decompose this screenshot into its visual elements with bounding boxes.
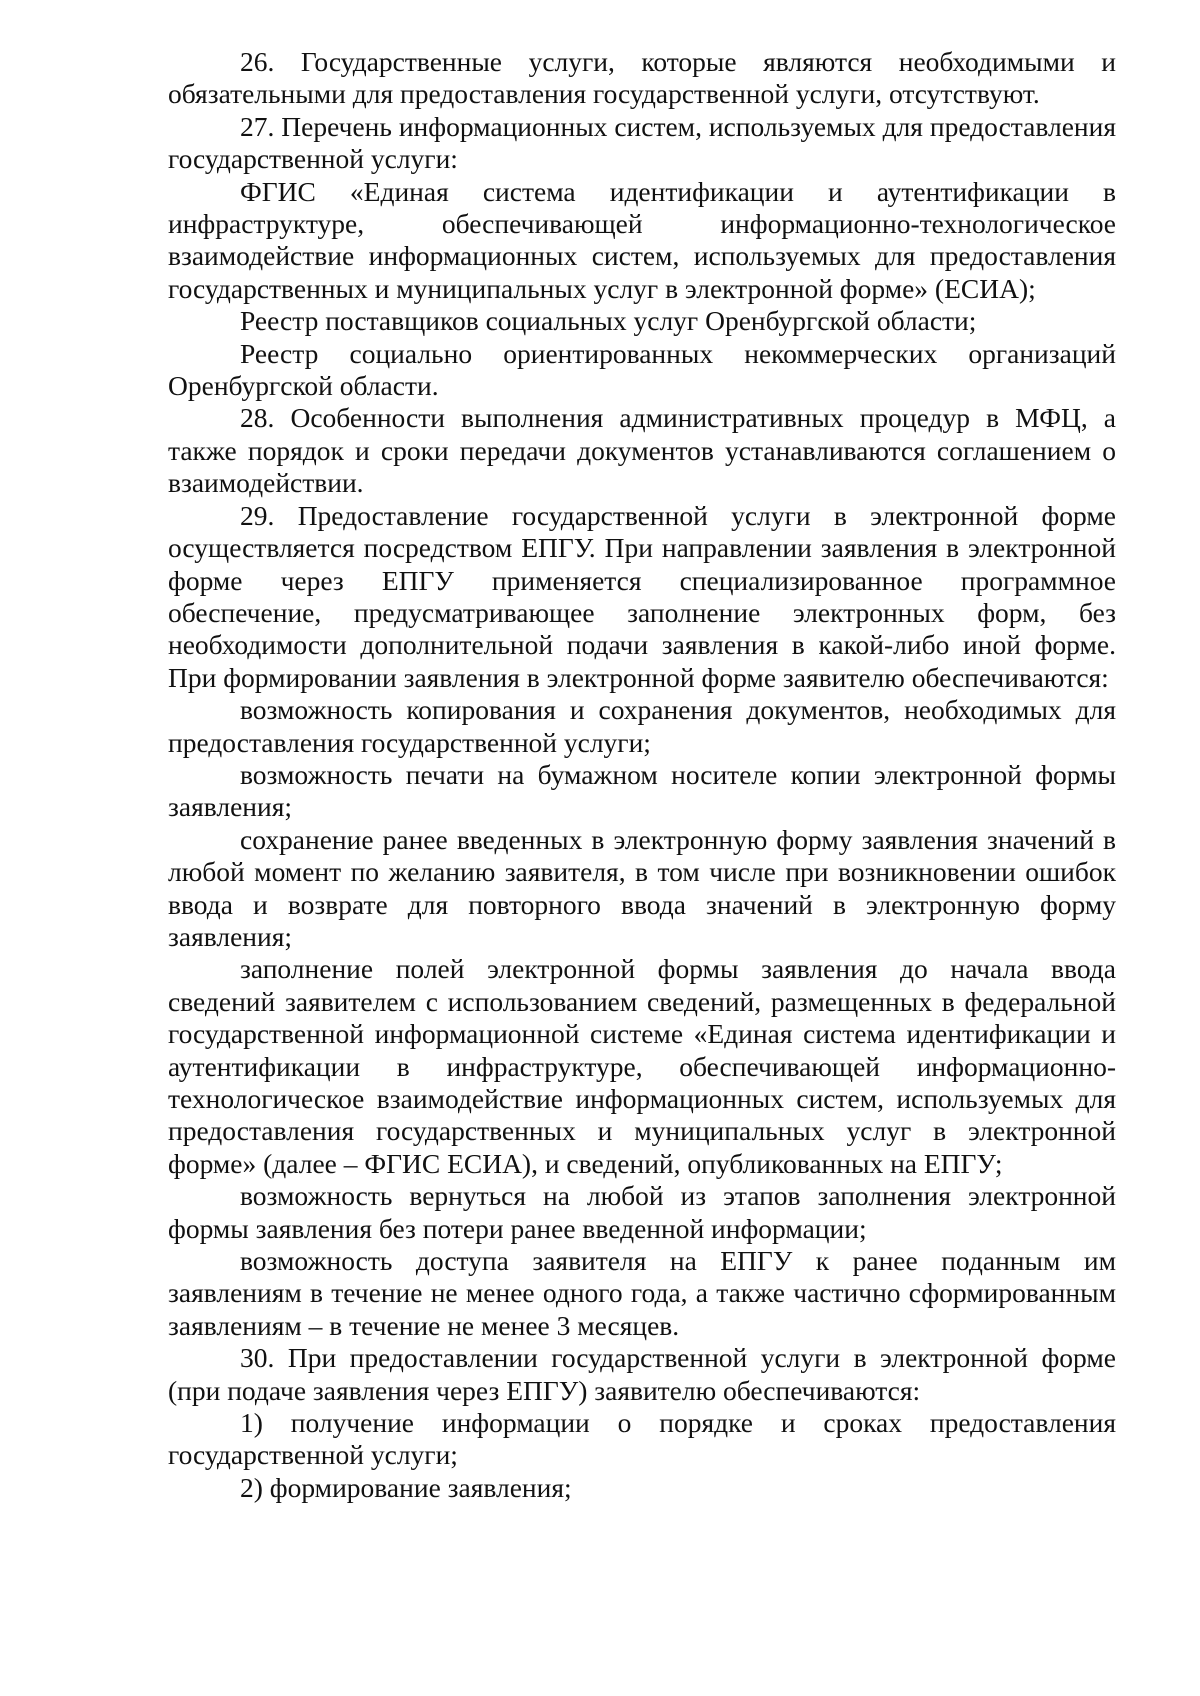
paragraph-copy-save: возможность копирования и сохранения документов, необходимых для предоставления государственной услуги; [168,694,1116,758]
paragraph-29: 29. Предоставление государственной услуги в электронной форме осуществляется посредством ЕПГУ. При направлении заявления в электронной форме через ЕПГУ применяется специализированное программное обеспечение, предусматривающее заполнение электронных форм, без необходимости дополнительной подачи заявления в какой-либо иной форме. При формировании заявления в электронной форме заявителю обеспечиваются: [168,499,1116,693]
paragraph-prefill: заполнение полей электронной формы заявления до начала ввода сведений заявителем с использованием сведений, размещенных в федеральной государственной информационной системе «Единая система идентификации и аутентификации в инфраструктуре, обеспечивающей информационно-технологическое взаимодействие информационных систем, используемых для предоставления государственных и муниципальных услуг в электронной форме» (далее – ФГИС ЕСИА), и сведений, опубликованных на ЕПГУ; [168,953,1116,1179]
paragraph-social-providers-registry: Реестр поставщиков социальных услуг Оренбургской области; [240,305,977,337]
paragraph-30: 30. При предоставлении государственной услуги в электронной форме (при подаче заявления через ЕПГУ) заявителю обеспечиваются: [168,1342,1116,1406]
paragraph-print: возможность печати на бумажном носителе копии электронной формы заявления; [168,758,1116,823]
document-page [168,46,1116,1646]
paragraph-26: 26. Государственные услуги, которые являются необходимыми и обязательными для предоставления государственной услуги, отсутствуют. [168,46,1116,110]
paragraph-30-item-2: 2) формирование заявления; [240,1471,572,1503]
paragraph-save-values: сохранение ранее введенных в электронную форму заявления значений в любой момент по желанию заявителя, в том числе при возникновении ошибок ввода и возврате для повторного ввода значений в электронную форму заявления; [168,823,1116,952]
paragraph-esia-system: ФГИС «Единая система идентификации и аутентификации в инфраструктуре, обеспечивающей информационно-технологическое взаимодействие информационных систем, используемых для предоставления государственных и муниципальных услуг в электронной форме» (ЕСИА); [168,175,1116,304]
paragraph-access: возможность доступа заявителя на ЕПГУ к ранее поданным им заявлениям в течение не менее одного года, а также частично сформированным заявлениям – в течение не менее 3 месяцев. [168,1245,1116,1341]
paragraph-nko-registry: Реестр социально ориентированных некоммерческих организаций Оренбургской области. [168,337,1116,402]
paragraph-28: 28. Особенности выполнения административных процедур в МФЦ, а также порядок и сроки передачи документов устанавливаются соглашением о взаимодействии. [168,402,1116,499]
paragraph-30-item-1: 1) получение информации о порядке и сроках предоставления государственной услуги; [168,1407,1116,1471]
paragraph-return-step: возможность вернуться на любой из этапов заполнения электронной формы заявления без потери ранее введенной информации; [168,1180,1116,1244]
paragraph-27: 27. Перечень информационных систем, используемых для предоставления государственной услуги: [168,110,1116,175]
